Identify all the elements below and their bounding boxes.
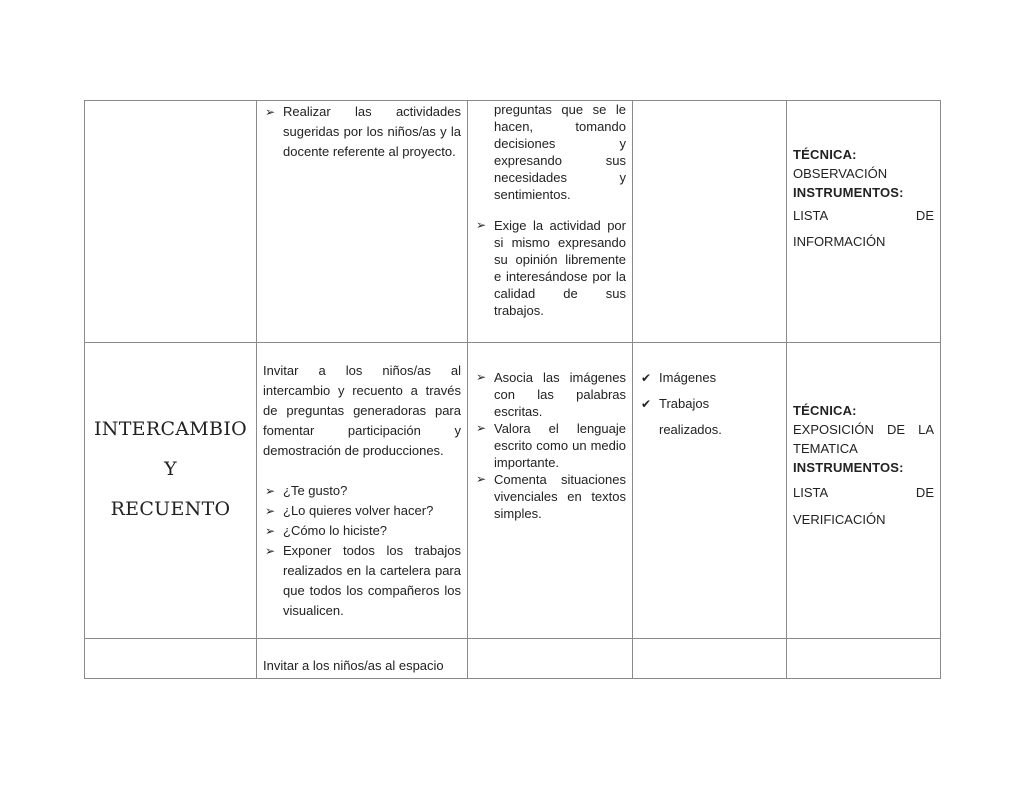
list-item: ➢ ¿Te gusto? [263,481,461,501]
resources-cell [633,343,787,639]
list-item: ➢ Exponer todos los trabajos realizados en la cartelera para que todos los compañeros los visualicen. [263,541,461,621]
list-item: ➢ Valora el lenguaje escrito como un medio importante. [474,420,626,471]
instrumentos-label: INSTRUMENTOS: [793,185,904,200]
stage-cell-empty [85,639,257,679]
instrumentos-line1: LISTA DE [793,485,934,500]
list-item: ➢ Asocia las imágenes con las palabras escritas. [474,369,626,420]
tecnica-line1: EXPOSICIÓN DE LA [793,422,934,437]
indicators-cell [468,101,633,343]
list-item: ✔ Imágenes [639,365,780,391]
instrumentos-label: INSTRUMENTOS: [793,460,904,475]
list-item: ➢ ¿Cómo lo hiciste? [263,521,461,541]
resources-list [639,365,780,417]
evaluation-cell [787,343,941,639]
resources-cell-empty [633,639,787,679]
indicators-cell-empty [468,639,633,679]
indicators-cell [468,343,633,639]
activity-start: Invitar a los niños/as al espacio [263,658,444,673]
stage-title-line1: INTERCAMBIO Y [93,417,248,480]
activities-cell [257,343,468,639]
list-item: ➢ Realizar las actividades sugeridas por los niños/as y la docente referente al proyecto. [263,102,461,162]
table-row [85,343,941,639]
list-item: ➢ ¿Lo quieres volver hacer? [263,501,461,521]
list-item: ➢ Exige la actividad por si mismo expresando su opinión libremente e interesándose por la calidad de sus trabajos. [474,217,626,319]
indicator-continuation: preguntas que se le hacen, tomando decisiones y expresando sus necesidades y sentimientos. [494,102,626,202]
indicators-list [474,217,626,319]
evaluation-cell-empty [787,639,941,679]
table-row [85,101,941,343]
activities-cell [257,639,468,679]
activities-intro: Invitar a los niños/as al intercambio y recuento a través de preguntas generadoras para fomentar participación y demostración de producciones. [263,363,461,458]
resources-cell-empty [633,101,787,343]
table-row [85,639,941,679]
resources-continuation: realizados. [659,422,722,437]
stage-cell [85,343,257,639]
evaluation-cell [787,101,941,343]
activities-list [263,102,461,162]
activities-cell [257,101,468,343]
tecnica-value: OBSERVACIÓN [793,166,888,181]
indicators-list [474,369,626,522]
instrumentos-line1: LISTA DE [793,208,934,223]
stage-title-line2: RECUENTO [110,497,231,520]
stage-cell-empty [85,101,257,343]
instrumentos-line2: INFORMACIÓN [793,234,886,249]
tecnica-label: TÉCNICA: [793,147,857,162]
list-item: ➢ Comenta situaciones vivenciales en textos simples. [474,471,626,522]
planning-table [84,100,941,679]
tecnica-line2: TEMATICA [793,441,858,456]
tecnica-label: TÉCNICA: [793,403,857,418]
questions-list [263,481,461,621]
list-item: ✔ Trabajos [639,391,780,417]
instrumentos-line2: VERIFICACIÓN [793,512,886,527]
